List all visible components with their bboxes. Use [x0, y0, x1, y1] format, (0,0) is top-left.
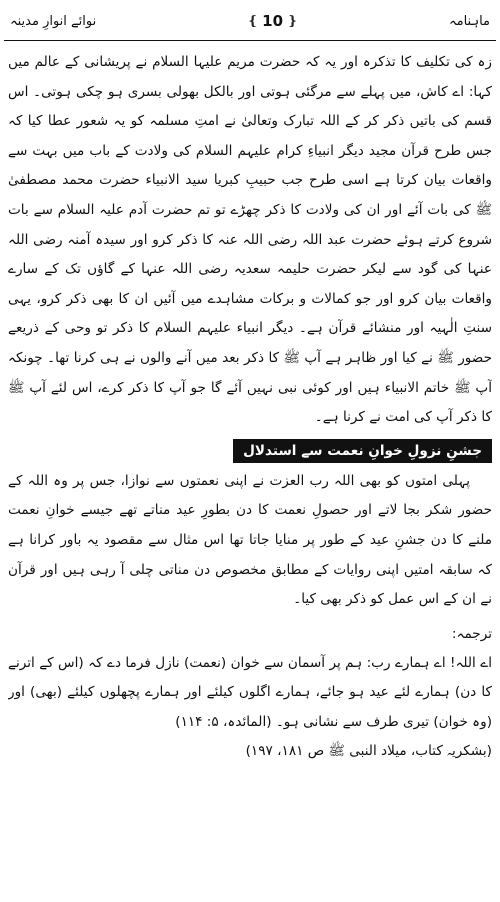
paragraph: زہ کی تکلیف کا تذکرہ اور یہ کہ حضرت مریم علیہا السلام نے پریشانی کے عالم میں کہا: اے کاش، میں پہلے سے مرگئی ہوتی اور بالکل بھولی بسری ہو چکی ہوتی۔ اس قسم کی باتیں ذکر کر کے اللہ تبارک وتعالیٰ نے امتِ مسلمہ کو یہ شعور عطا کیا کہ جس طرح قرآن مجید دیگر انبیاءِ کرام علیہم السلام کی ولادت کے باب میں بہت سے واقعات بیان کرتا ہے اسی طرح جب حبیبِ کبریا سید الانبیاء حضرت محمد مصطفیٰ ﷺ کی بات آئے اور ان کی ولادت کا ذکر چھڑے تو تم حضرت آدم علیہ السلام سے بات شروع کرتے ہوئے حضرت عبد اللہ رضی اللہ عنہ کا ذکر کرو اور سیدہ آمنہ رضی اللہ عنہا کی گود سے لیکر حضرت حلیمہ سعدیہ رضی اللہ عنہا کے گاؤں تک کے سارے واقعات بیان کرو اور جو کمالات و برکات مشاہدے میں آئیں ان کا بھی ذکر کرو، یہی سنتِ الٰہیہ اور منشائے قرآن ہے۔ دیگر انبیاء علیہم السلام کا ذکر تو وحی کے ذریعے حضور ﷺ نے کیا اور ظاہر ہے آپ ﷺ کا ذکر بعد میں آنے والوں نے ہی کرنا تھا۔ چونکہ آپ ﷺ خاتم الانبیاء ہیں اور کوئی نبی نہیں آئے گا جو آپ کا ذکر کرے، اس لئے آپ ﷺ کا ذکر آپ کی امت نے کرنا ہے۔ [8, 54, 492, 426]
page-header [4, 2, 496, 40]
page-number [247, 12, 298, 30]
section-heading: جشنِ نزولِ خوانِ نعمت سے استدلال [233, 439, 492, 463]
translation-label: ترجمہ: [451, 625, 492, 642]
source-reference: (بشکریہ کتاب، میلاد النبی ﷺ ص ۱۸۱، ۱۹۷) [245, 743, 492, 760]
publication-title: نوائے انوارِ مدینہ [10, 13, 97, 29]
header-divider [4, 40, 496, 41]
ornament-icon: ❴ [287, 13, 298, 29]
paragraph: پہلی امتوں کو بھی اللہ رب العزت نے اپنی نعمتوں سے نوازا، جس پر وہ اللہ کے حضور شکر بجا لاتے اور حصولِ نعمت کا دن بطورِ عید مناتے تھے جیسے خوانِ نعمت ملنے کا دن جشنِ عید کے طور پر منایا جاتا تھا اس مثال سے مقصود یہ باور کرانا ہے کہ سابقہ امتیں اپنی روایات کے مطابق مخصوص دن مناتی چلی آ رہی ہیں اور قرآن نے ان کے اس عمل کو ذکر بھی کیا۔ [8, 472, 492, 608]
ornament-icon: ❵ [247, 13, 259, 29]
page-number-value: 10 [262, 12, 284, 30]
magazine-label: ماہنامہ [448, 13, 490, 29]
verse-translation: اے اللہ! اے ہمارے رب: ہم پر آسمان سے خوان (نعمت) نازل فرما دے کہ (اس کے اترنے کا دن) ہمارے لئے عید ہو جائے، ہمارے اگلوں کیلئے اور ہمارے پچھلوں کیلئے (بھی) اور (وہ خوان) تیری طرف سے نشانی ہو۔ (المائدہ، ۵: ۱۱۴) [8, 654, 492, 730]
article-body [8, 48, 492, 896]
section-heading-row [8, 433, 492, 467]
